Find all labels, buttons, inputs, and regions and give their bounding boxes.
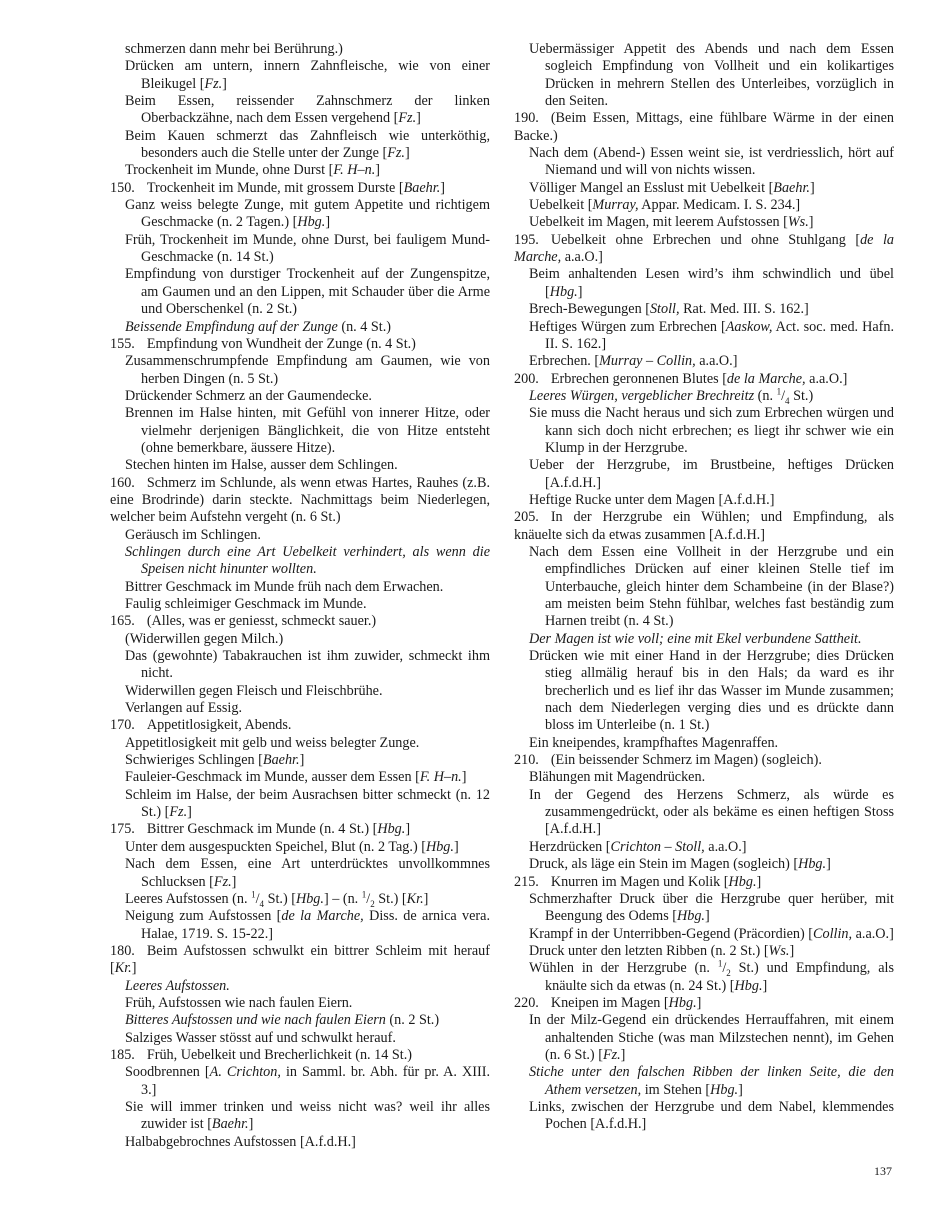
symptom-entry	[125, 683, 490, 700]
symptom-entry	[125, 596, 490, 613]
italic-text: de la Marche,	[514, 231, 895, 266]
italic-text: Murray,	[592, 197, 639, 214]
entry-text: Verlangen auf Essig.	[125, 700, 243, 717]
italic-text: Kr.	[114, 960, 132, 977]
symptom-entry	[529, 856, 894, 873]
entry-text: a.a.O.]	[805, 370, 848, 387]
entry-text: Drückender Schmerz an der Gaumendecke.	[125, 387, 372, 404]
entry-text: Bittrer Geschmack im Munde (n. 4 St.) [	[146, 821, 378, 838]
symptom-entry	[529, 388, 894, 405]
entry-text: Geräusch im Schlingen.	[125, 526, 261, 543]
entry-text: In der Milz-Gegend ein drückendes Herrauffahren, mit einem anhaltenden Stiche (was man Milzstechen nennt), im Gehen (n. 6 St.) [	[529, 1012, 894, 1063]
italic-text: Fz.	[213, 873, 232, 890]
entry-text: in Samml. br. Abh. für pr. A. XIII. 3.]	[141, 1064, 490, 1098]
entry-text: Völliger Mangel an Esslust mit Uebelkeit [	[529, 179, 774, 196]
entry-text: Trockenheit im Munde, ohne Durst [	[125, 162, 334, 179]
italic-text: de la Marche,	[726, 370, 806, 387]
entry-text: Diss. de arnica vera. Halae, 1719. S. 15-22.]	[141, 908, 491, 942]
entry-number: 210.	[514, 752, 539, 769]
symptom-entry	[125, 197, 490, 232]
numbered-symptom-entry	[110, 180, 490, 197]
entry-text: St.) [	[264, 890, 296, 907]
entry-text: Drücken wie mit einer Hand in der Herzgrube; dies Drücken stieg allmälig herauf bis in den Hals; da ward es ihr brecherlich und es lief ihr das Wasser im Munde zusammen; nach dem Niederlegen verging dies und es drückte dann bloss im Unterleibe (n. 1 St.)	[529, 648, 894, 734]
numbered-symptom-entry	[514, 874, 894, 891]
entry-text: Brennen im Halse hinten, mit Gefühl von innerer Hitze, oder vielmehr derjenigen Bänglichkeit, die von Hitze entsteht (ohne bemerkbare, äussere Hitze).	[125, 405, 490, 456]
entry-text: Blähungen mit Magendrücken.	[529, 769, 706, 786]
entry-text: Soodbrennen [	[125, 1064, 210, 1081]
numbered-symptom-entry	[514, 110, 894, 145]
entry-text: In der Gegend des Herzens Schmerz, als würde es zusammengedrückt, oder als bekäme es einen heftigen Stoss [A.f.d.H.]	[529, 786, 894, 838]
symptom-entry	[529, 457, 894, 492]
symptom-entry	[125, 1134, 490, 1151]
symptom-entry	[529, 960, 894, 995]
entry-text: Ein kneipendes, krampfhaftes Magenraffen.	[529, 734, 779, 751]
fraction: $^1/_4$	[251, 889, 265, 909]
entry-text: Beim anhaltenden Lesen wird’s ihm schwindlich und übel [	[529, 266, 894, 300]
entry-text: Druck, als läge ein Stein im Magen (sogleich) [	[529, 856, 799, 873]
entry-text: Bittrer Geschmack im Munde früh nach dem Erwachen.	[125, 578, 444, 595]
italic-text: Hbg.	[710, 1081, 739, 1098]
entry-text: Salziges Wasser stösst auf und schwulkt herauf.	[125, 1029, 396, 1046]
entry-number: 205.	[514, 509, 539, 526]
symptom-entry	[529, 41, 894, 110]
entry-number: 215.	[514, 873, 539, 890]
italic-text: Aaskow,	[725, 318, 773, 335]
entry-text: Früh, Aufstossen wie nach faulen Eiern.	[125, 994, 353, 1011]
entry-text: Zusammenschrumpfende Empfindung am Gaumen, wie von herben Dingen (n. 5 St.)	[125, 353, 490, 387]
italic-text: Fz.	[169, 804, 188, 821]
entry-text: Appar. Medicam. I. S. 234.]	[638, 197, 801, 214]
entry-text: ]	[405, 821, 411, 838]
symptom-entry	[125, 978, 490, 995]
symptom-entry	[529, 1064, 894, 1099]
fraction: $^1/_2$	[361, 889, 375, 909]
entry-text: Beim Aufstossen schwulkt ein bittrer Schleim mit herauf [	[110, 942, 490, 977]
italic-text: Kr.	[406, 890, 424, 907]
numbered-symptom-entry	[110, 717, 490, 734]
entry-text: ]	[404, 145, 410, 162]
entry-text: Heftige Rucke unter dem Magen [A.f.d.H.]	[529, 491, 775, 508]
numbered-symptom-entry	[514, 509, 894, 544]
italic-text: Collin,	[813, 925, 853, 942]
symptom-entry	[125, 1064, 490, 1099]
entry-text: Ganz weiss belegte Zunge, mit gutem Appetite und richtigem Geschmacke (n. 2 Tagen.) [	[125, 197, 490, 231]
entry-text: ]	[131, 960, 137, 977]
symptom-entry	[125, 579, 490, 596]
symptom-entry	[529, 891, 894, 926]
symptom-entry	[125, 266, 490, 318]
symptom-entry	[125, 787, 490, 822]
symptom-entry	[529, 214, 894, 231]
symptom-entry	[125, 995, 490, 1012]
symptom-entry	[125, 752, 490, 769]
italic-text: de la Marche,	[281, 908, 364, 925]
numbered-symptom-entry	[110, 613, 490, 630]
symptom-entry	[125, 1030, 490, 1047]
entry-text: ]	[416, 110, 421, 127]
entry-text: ]	[809, 179, 815, 196]
entry-number: 165.	[110, 613, 135, 630]
entry-text: schmerzen dann mehr bei Berührung.)	[125, 41, 343, 57]
entry-text: Schleim im Halse, der beim Ausrachsen bitter schmeckt (n. 12 St.) [	[125, 786, 490, 821]
entry-text: Knurren im Magen und Kolik [	[550, 873, 729, 890]
entry-text: a.a.O.]	[695, 353, 738, 370]
symptom-entry	[529, 180, 894, 197]
symptom-entry	[529, 266, 894, 301]
entry-text: Uebermässiger Appetit des Abends und nach dem Essen sogleich Empfindung von Vollheit und ein kolikartiges Drücken in mehrern Stellen des Unterleibes, vorzüglich in den Seiten.	[529, 41, 894, 110]
entry-text: ]	[231, 873, 237, 890]
entry-text: ]	[375, 162, 380, 179]
entry-text: Schmerzhafter Druck über die Herzgrube quer herüber, mit Beengung des Odems [	[529, 890, 894, 925]
entry-text: ]	[299, 752, 305, 769]
italic-text: Murray – Collin,	[599, 353, 696, 370]
symptom-entry	[125, 232, 490, 267]
numbered-symptom-entry	[110, 1047, 490, 1064]
italic-text: Baehr.	[773, 179, 810, 196]
entry-text: ]	[577, 283, 583, 300]
symptom-entry	[125, 527, 490, 544]
entry-text: ]	[808, 214, 814, 231]
italic-text: Hbg.	[549, 283, 578, 300]
entry-text: ]	[222, 75, 227, 92]
entry-text: Heftiges Würgen zum Erbrechen [	[529, 318, 726, 335]
entry-text: Sie muss die Nacht heraus und sich zum Erbrechen würgen und kann sich doch nicht erbrechen; es liegt ihr schwer wie ein Klump in der Herzgrube.	[529, 405, 894, 456]
symptom-entry	[125, 1012, 490, 1029]
entry-text: Nach dem (Abend-) Essen weint sie, ist verdriesslich, hört auf Niemand und will von nichts wissen.	[529, 145, 894, 179]
entry-text: Herzdrücken [	[529, 838, 611, 855]
entry-text: Widerwillen gegen Fleisch und Fleischbrühe.	[125, 682, 383, 699]
italic-text: Crichton – Stoll,	[610, 838, 705, 855]
numbered-symptom-entry	[110, 821, 490, 838]
italic-text: Ws.	[787, 214, 809, 231]
symptom-entry	[125, 648, 490, 683]
entry-number: 200.	[514, 370, 539, 387]
symptom-entry	[125, 700, 490, 717]
italic-text: Fz.	[387, 145, 405, 162]
right-column	[514, 41, 895, 1134]
italic-text: Stiche unter den falschen Ribben der linken Seite, die den Athem versetzen	[529, 1064, 894, 1098]
italic-text: Hbg.	[798, 856, 827, 873]
italic-text: Hbg.	[297, 214, 326, 231]
entry-text: ]	[620, 1046, 626, 1063]
entry-text: ]	[248, 1116, 254, 1133]
italic-text: Leeres Aufstossen.	[125, 977, 230, 994]
entry-text: Leeres Aufstossen (n.	[125, 890, 252, 907]
entry-text: Neigung zum Aufstossen [	[125, 908, 282, 925]
italic-text: Hbg.	[677, 908, 705, 925]
numbered-symptom-entry	[514, 752, 894, 769]
symptom-entry	[125, 93, 490, 128]
symptom-entry	[529, 787, 894, 839]
entry-text: Beim Essen, reissender Zahnschmerz der linken Oberbackzähne, nach dem Essen vergehend [	[125, 93, 490, 127]
entry-text: St.) [	[374, 890, 407, 907]
entry-text: Uebelkeit [	[529, 197, 593, 214]
entry-text: (Ein beissender Schmerz im Magen) (sogleich).	[550, 752, 822, 769]
entry-text: ]	[826, 856, 831, 873]
entry-text: Empfindung von Wundheit der Zunge (n. 4 St.)	[146, 335, 416, 352]
left-column	[110, 41, 491, 1151]
entry-text: Schwieriges Schlingen [	[125, 752, 263, 769]
entry-text: (n. 4 St.)	[337, 318, 391, 335]
entry-text: Beim Kauen schmerzt das Zahnfleisch wie unterköthig, besonders auch die Stelle unter der Zunge [	[125, 127, 490, 162]
numbered-symptom-entry	[514, 371, 894, 388]
entry-text: Unter dem ausgespuckten Speichel, Blut (n. 2 Tag.) [	[125, 838, 426, 855]
symptom-entry	[125, 58, 490, 93]
fraction: $^1/_4$	[776, 386, 790, 406]
italic-text: Baehr.	[211, 1116, 249, 1133]
symptom-entry	[125, 856, 490, 891]
symptom-entry	[529, 492, 894, 509]
symptom-entry	[529, 943, 894, 960]
entry-text: Trockenheit im Munde, mit grossem Durste [	[146, 179, 404, 196]
symptom-entry	[529, 631, 894, 648]
symptom-entry	[125, 544, 490, 579]
italic-text: Fz.	[204, 75, 223, 92]
entry-text: ]	[704, 908, 710, 925]
italic-text: Beissende Empfindung auf der Zunge	[125, 318, 338, 335]
entry-text: St.)	[789, 387, 814, 404]
entry-text: Krampf in der Unterribben-Gegend (Präcordien) [	[529, 925, 814, 942]
numbered-symptom-entry	[514, 995, 894, 1012]
symptom-entry	[529, 1012, 894, 1064]
symptom-entry	[125, 319, 490, 336]
italic-text: Stoll,	[649, 301, 680, 318]
italic-text: Hbg.	[425, 838, 454, 855]
italic-text: Der Magen ist wie voll; eine mit Ekel verbundene Sattheit.	[529, 630, 862, 647]
entry-text: Uebelkeit im Magen, mit leerem Aufstossen [	[529, 214, 788, 231]
entry-number: 150.	[110, 179, 135, 196]
entry-text: Stechen hinten im Halse, ausser dem Schlingen.	[125, 457, 398, 474]
entry-text: Sie will immer trinken und weiss nicht was? weil ihr alles zuwider ist [	[125, 1098, 490, 1133]
entry-text: Halbabgebrochnes Aufstossen [A.f.d.H.]	[125, 1133, 356, 1150]
entry-text: Erbrechen geronnenen Blutes [	[550, 370, 727, 387]
symptom-entry	[125, 457, 490, 474]
entry-number: 190.	[514, 110, 539, 127]
entry-number: 185.	[110, 1046, 135, 1063]
entry-text: ] – (n.	[323, 890, 362, 907]
italic-text: Hbg.	[734, 977, 763, 994]
symptom-entry	[125, 388, 490, 405]
symptom-entry	[125, 908, 490, 943]
italic-text: Fz.	[602, 1046, 621, 1063]
italic-text: Bitteres Aufstossen und wie nach faulen Eiern	[125, 1012, 386, 1029]
entry-text: Links, zwischen der Herzgrube und dem Nabel, klemmendes Pochen [A.f.d.H.]	[529, 1098, 894, 1133]
entry-text: Das (gewohnte) Tabakrauchen ist ihm zuwider, schmeckt ihm nicht.	[125, 648, 490, 682]
symptom-entry	[125, 891, 490, 908]
italic-text: Hbg.	[668, 994, 697, 1011]
entry-number: 195.	[514, 231, 539, 248]
entry-text: (Widerwillen gegen Milch.)	[125, 630, 284, 647]
symptom-entry	[125, 1099, 490, 1134]
italic-text: Leeres Würgen, vergeblicher Brechreitz	[529, 387, 755, 404]
entry-text: (n. 2 St.)	[385, 1012, 440, 1029]
entry-number: 180.	[110, 942, 135, 959]
entry-text: ]	[187, 804, 192, 821]
symptom-entry	[529, 1099, 894, 1134]
entry-text: Appetitlosigkeit mit gelb und weiss belegter Zunge.	[125, 734, 420, 751]
symptom-entry	[125, 839, 490, 856]
symptom-entry	[529, 197, 894, 214]
numbered-symptom-entry	[110, 336, 490, 353]
entry-text: Wühlen in der Herzgrube (n.	[529, 960, 718, 977]
entry-text: Appetitlosigkeit, Abends.	[146, 717, 292, 734]
entry-text: a.a.O.]	[852, 925, 894, 942]
entry-text: Rat. Med. III. S. 162.]	[679, 301, 809, 318]
entry-text: ]	[738, 1081, 743, 1098]
italic-text: Hbg.	[295, 890, 324, 907]
symptom-entry	[529, 839, 894, 856]
page-number: 137	[874, 1164, 892, 1178]
symptom-entry	[125, 353, 490, 388]
symptom-entry	[125, 162, 490, 179]
symptom-entry	[529, 769, 894, 786]
fraction: $^1/_2$	[717, 958, 731, 979]
entry-text: a.a.O.]	[561, 249, 603, 266]
entry-text: Fauleier-Geschmack im Munde, ausser dem Essen [	[125, 769, 420, 786]
entry-text: Nach dem Essen eine Vollheit in der Herzgrube und ein empfindliches Drücken auf einer kleinen Stelle tief im Unterbauche, gleich hinter dem Schambeine (in der Blase?) am meisten beim Stehn fühlbar, welches fast beständig zum Harnen treibt (n. 4 St.)	[529, 543, 894, 630]
entry-text: ]	[696, 994, 702, 1011]
entry-text: ]	[325, 214, 331, 231]
entry-text: Drücken am untern, innern Zahnfleische, wie von einer Bleikugel [	[125, 58, 490, 92]
italic-text: F. H–n.	[333, 162, 376, 179]
symptom-entry	[125, 769, 490, 786]
symptom-entry	[529, 544, 894, 631]
symptom-entry	[529, 301, 894, 318]
entry-text: ]	[762, 977, 768, 994]
entry-number: 175.	[110, 821, 135, 838]
italic-text: Hbg.	[728, 873, 757, 890]
italic-text: Schlingen durch eine Art Uebelkeit verhindert, als wenn die Speisen nicht hinunter wollten.	[125, 543, 490, 578]
symptom-entry	[529, 648, 894, 735]
italic-text: Baehr.	[403, 179, 441, 196]
entry-text: ]	[461, 769, 467, 786]
numbered-symptom-entry	[110, 475, 490, 527]
entry-text: ]	[453, 838, 459, 855]
entry-number: 170.	[110, 717, 135, 734]
entry-text: Faulig schleimiger Geschmack im Munde.	[125, 596, 367, 612]
symptom-entry	[529, 145, 894, 180]
italic-text: Fz.	[398, 110, 417, 127]
symptom-entry	[125, 405, 490, 457]
symptom-entry	[529, 735, 894, 752]
entry-text: St.) und Empfindung, als knäulte sich da etwas (n. 24 St.) [	[545, 960, 894, 994]
entry-text: Nach dem Essen, eine Art unterdrücktes unvollkommnes Schlucksen [	[125, 856, 490, 890]
entry-number: 220.	[514, 994, 539, 1011]
italic-text: F. H–n.	[419, 769, 462, 786]
entry-text: a.a.O.]	[704, 838, 747, 855]
symptom-entry	[529, 319, 894, 354]
entry-text: Früh, Uebelkeit und Brecherlichkeit (n. 14 St.)	[146, 1046, 412, 1063]
numbered-symptom-entry	[110, 943, 490, 978]
entry-text: Uebelkeit ohne Erbrechen und ohne Stuhlgang [	[550, 231, 861, 248]
entry-text: Brech-Bewegungen [	[529, 301, 650, 318]
entry-text: Früh, Trockenheit im Munde, ohne Durst, bei fauligem Mund-Geschmacke (n. 14 St.)	[125, 231, 490, 266]
entry-text: Kneipen im Magen [	[550, 994, 669, 1011]
italic-text: A. Crichton,	[209, 1064, 281, 1081]
entry-text: ]	[423, 890, 429, 907]
symptom-entry	[529, 353, 894, 370]
entry-number: 160.	[110, 474, 135, 491]
entry-text: Act. soc. med. Hafn. II. S. 162.]	[545, 318, 895, 352]
italic-text: Ws.	[768, 942, 790, 959]
symptom-entry	[125, 631, 490, 648]
entry-text: ]	[440, 179, 446, 196]
entry-text: , im Stehen [	[637, 1081, 711, 1098]
entry-number: 155.	[110, 335, 135, 352]
symptom-entry	[529, 926, 894, 943]
numbered-symptom-entry	[514, 232, 894, 267]
entry-text: Schmerz im Schlunde, als wenn etwas Hartes, Rauhes (z.B. eine Brodrinde) darin steckte. Nachmittags beim Niederlegen, welcher beim Aufstehn vergeht (n. 6 St.)	[110, 474, 490, 526]
entry-text: ]	[756, 873, 762, 890]
symptom-entry	[125, 128, 490, 163]
entry-text: Ueber der Herzgrube, im Brustbeine, heftiges Drücken [A.f.d.H.]	[529, 457, 894, 491]
entry-text: Druck unter den letzten Ribben (n. 2 St.) [	[529, 942, 769, 959]
entry-text: ]	[789, 942, 795, 959]
entry-text: Empfindung von durstiger Trockenheit auf der Zungenspitze, am Gaumen und an den Lippen, mit Schauder über die Arme und Oberschenkel (n. 2 St.)	[125, 266, 490, 318]
entry-text: (Beim Essen, Mittags, eine fühlbare Wärme in der einen Backe.)	[514, 110, 894, 144]
entry-text: Erbrechen. [	[529, 353, 600, 370]
symptom-entry	[125, 41, 490, 58]
italic-text: Baehr.	[262, 752, 300, 769]
entry-text: In der Herzgrube ein Wühlen; und Empfindung, als knäuelte sich da etwas zusammen [A.f.d.H.]	[514, 509, 894, 543]
symptom-entry	[529, 405, 894, 457]
symptom-entry	[125, 735, 490, 752]
entry-text: (n.	[754, 387, 777, 404]
italic-text: Hbg.	[377, 821, 406, 838]
entry-text: (Alles, was er geniesst, schmeckt sauer.)	[146, 613, 377, 630]
